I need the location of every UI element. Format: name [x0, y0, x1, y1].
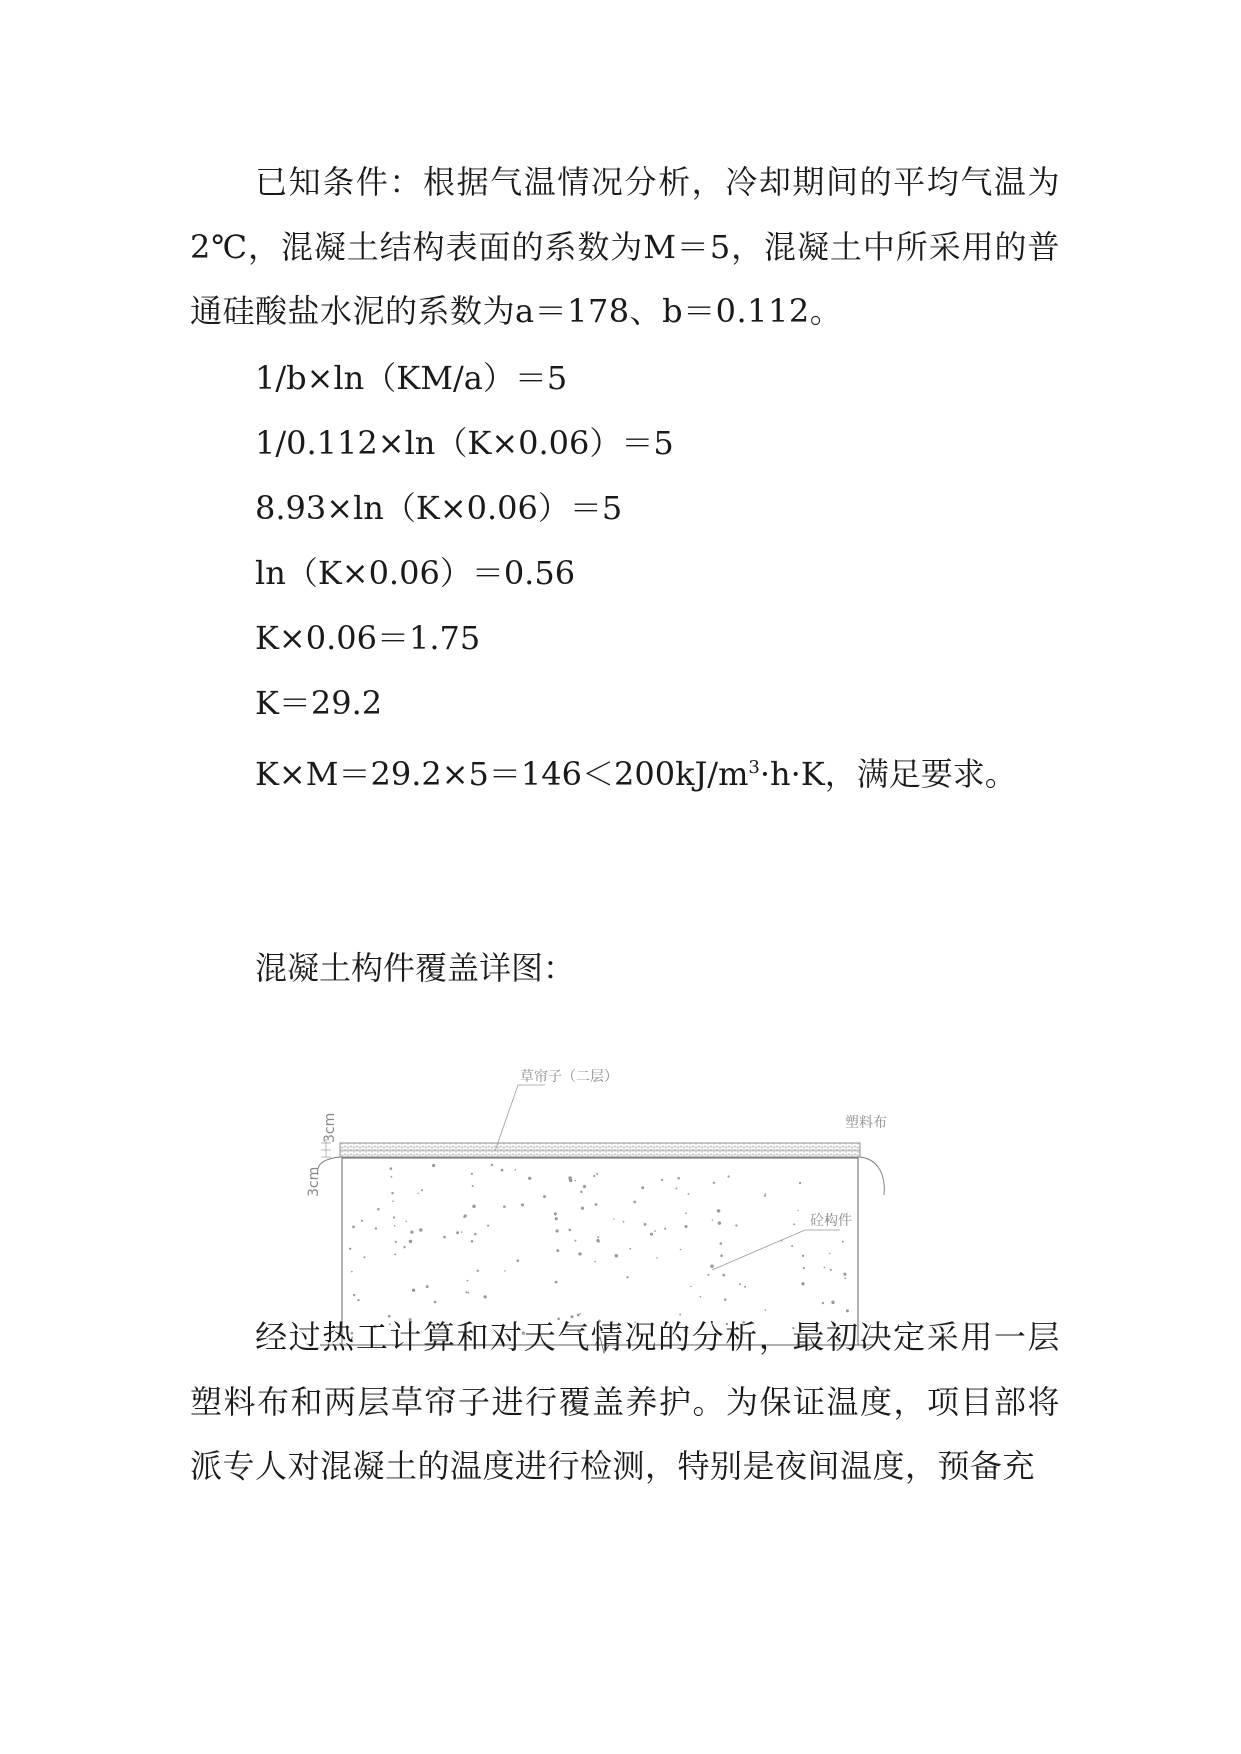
aggregate-dot — [568, 1176, 572, 1180]
aggregate-dot — [395, 1241, 397, 1243]
aggregate-dot — [700, 1296, 702, 1298]
equation-1: 1/b×ln（KM/a）＝5 — [255, 359, 568, 397]
aggregate-dot — [555, 1281, 558, 1284]
aggregate-dot — [434, 1301, 437, 1304]
plastic-sheet-right — [860, 1157, 884, 1195]
aggregate-dot — [677, 1177, 680, 1180]
aggregate-dot — [472, 1205, 475, 1208]
aggregate-dot — [718, 1221, 721, 1224]
aggregate-dot — [626, 1276, 628, 1278]
aggregate-dot — [799, 1182, 801, 1184]
aggregate-dot — [412, 1289, 415, 1292]
aggregate-dot — [764, 1195, 766, 1197]
aggregate-dot — [504, 1270, 506, 1272]
closing-text: 经过热工计算和对天气情况的分析，最初决定采用一层塑料布和两层草帘子进行覆盖养护。为保证温度，项目部将派专人对混凝土的温度进行检测，特别是夜间温度，预备充 — [190, 1318, 1060, 1485]
aggregate-dot — [349, 1248, 351, 1250]
equation-4: ln（K×0.06）＝0.56 — [255, 554, 576, 592]
aggregate-dot — [432, 1164, 435, 1167]
final-equation-main: K×M＝29.2×5＝146＜200kJ/m — [255, 755, 749, 793]
aggregate-dot — [739, 1283, 741, 1285]
aggregate-dot — [727, 1175, 729, 1177]
aggregate-dot — [593, 1175, 595, 1177]
aggregate-dot — [421, 1189, 423, 1191]
intro-text: 已知条件：根据气温情况分析，冷却期间的平均气温为2℃，混凝土结构表面的系数为M＝5，混凝土中所采用的普通硅酸盐水泥的系数为a＝178、b＝0.112。 — [190, 163, 1060, 330]
aggregate-dot — [484, 1295, 487, 1298]
aggregate-dot — [521, 1203, 524, 1206]
aggregate-dot — [708, 1274, 710, 1276]
aggregate-dot — [394, 1225, 396, 1227]
aggregate-dot — [829, 1253, 830, 1254]
aggregate-dot — [623, 1221, 625, 1223]
aggregate-dot — [613, 1218, 614, 1219]
aggregate-dot — [843, 1273, 846, 1276]
aggregate-dot — [574, 1180, 576, 1182]
aggregate-dot — [842, 1241, 844, 1243]
aggregate-dot — [574, 1240, 576, 1242]
aggregate-dot — [830, 1269, 832, 1271]
aggregate-dot — [765, 1193, 766, 1194]
aggregate-dot — [722, 1274, 725, 1277]
aggregate-dot — [597, 1240, 600, 1243]
equation-2: 1/0.112×ln（K×0.06）＝5 — [255, 424, 674, 462]
equation-3: 8.93×ln（K×0.06）＝5 — [255, 489, 623, 527]
aggregate-dot — [394, 1253, 396, 1255]
straw-leader — [495, 1085, 545, 1151]
aggregate-dot — [515, 1169, 517, 1171]
aggregate-dot — [664, 1228, 666, 1230]
aggregate-dot — [556, 1229, 559, 1232]
aggregate-dot — [633, 1201, 636, 1204]
aggregate-dot — [461, 1231, 462, 1232]
aggregate-dot — [465, 1291, 467, 1293]
aggregate-dot — [724, 1298, 727, 1301]
aggregate-dot — [472, 1185, 474, 1187]
aggregate-dot — [471, 1240, 474, 1243]
aggregate-dot — [403, 1246, 405, 1248]
aggregate-dot — [503, 1205, 506, 1208]
aggregate-dot — [361, 1220, 363, 1222]
aggregate-dot — [578, 1252, 581, 1255]
aggregate-dot — [501, 1169, 504, 1172]
aggregate-dot — [802, 1255, 804, 1257]
closing-paragraph — [190, 1305, 1060, 1499]
final-equation — [255, 748, 1017, 794]
aggregate-dot — [594, 1261, 596, 1263]
figure-caption: 混凝土构件覆盖详图： — [255, 949, 576, 987]
aggregate-dot — [487, 1225, 489, 1227]
aggregate-dot — [456, 1231, 459, 1234]
aggregate-dot — [688, 1193, 690, 1195]
concrete-label: 砼构件 — [810, 1213, 852, 1229]
aggregate-dot — [713, 1182, 715, 1184]
aggregate-dot — [351, 1271, 353, 1273]
intro-paragraph — [190, 150, 1060, 344]
aggregate-dot — [477, 1270, 479, 1272]
aggregate-dot — [581, 1207, 584, 1210]
equation-5: K×0.06＝1.75 — [255, 619, 481, 657]
aggregate-dot — [491, 1164, 493, 1166]
aggregate-dot — [656, 1257, 658, 1259]
aggregate-dot — [650, 1233, 653, 1236]
aggregate-dot — [390, 1167, 393, 1170]
aggregate-dot — [583, 1185, 586, 1188]
aggregate-dot — [596, 1173, 598, 1175]
aggregate-dot — [685, 1212, 687, 1214]
aggregate-dot — [528, 1177, 531, 1180]
aggregate-dot — [641, 1186, 644, 1189]
aggregate-dot — [410, 1230, 413, 1233]
aggregate-dot — [735, 1224, 737, 1226]
aggregate-dot — [797, 1210, 798, 1211]
aggregate-dot — [405, 1221, 407, 1223]
plastic-label: 塑料布 — [845, 1115, 887, 1131]
aggregate-dot — [409, 1240, 413, 1244]
aggregate-dot — [822, 1302, 824, 1304]
aggregate-dot — [615, 1254, 618, 1257]
aggregate-dot — [720, 1254, 723, 1257]
aggregate-dot — [353, 1294, 355, 1296]
aggregate-dot — [661, 1179, 663, 1181]
aggregate-dot — [471, 1173, 473, 1175]
aggregate-dot — [824, 1267, 826, 1269]
straw-label: 草帘子（二层） — [520, 1069, 618, 1085]
aggregate-dot — [391, 1192, 393, 1194]
aggregate-dot — [684, 1225, 687, 1228]
aggregate-dot — [654, 1230, 656, 1232]
aggregate-dot — [597, 1236, 599, 1238]
aggregate-dot — [357, 1299, 359, 1301]
equation-6: K＝29.2 — [255, 684, 383, 722]
aggregate-dot — [595, 1203, 598, 1206]
aggregate-dot — [844, 1277, 846, 1279]
dim-side-label: 3cm — [306, 1166, 322, 1197]
aggregate-dot — [680, 1249, 682, 1251]
aggregate-dot — [712, 1219, 713, 1220]
aggregate-dot — [644, 1223, 647, 1226]
aggregate-dot — [419, 1228, 422, 1231]
aggregate-dot — [392, 1200, 394, 1202]
final-equation-tail: ·h·K，满足要求。 — [759, 755, 1017, 793]
aggregate-dot — [710, 1264, 714, 1268]
aggregate-dot — [556, 1249, 559, 1252]
aggregate-dot — [791, 1245, 793, 1247]
aggregate-dot — [793, 1223, 795, 1225]
aggregate-dot — [391, 1176, 393, 1178]
aggregate-dot — [426, 1285, 429, 1288]
aggregate-dot — [629, 1248, 631, 1250]
aggregate-dot — [831, 1301, 834, 1304]
aggregate-dot — [690, 1286, 691, 1287]
aggregate-dot — [467, 1292, 469, 1294]
aggregate-dot — [474, 1233, 477, 1236]
aggregate-dot — [801, 1282, 804, 1285]
aggregate-dot — [393, 1216, 395, 1218]
final-equation-sup: 3 — [748, 757, 760, 778]
aggregate-dot — [803, 1267, 805, 1269]
aggregate-dot — [569, 1229, 572, 1232]
aggregate-dot — [467, 1280, 469, 1282]
aggregate-dot — [352, 1226, 355, 1229]
aggregate-dot — [675, 1187, 677, 1189]
aggregate-dot — [418, 1193, 419, 1194]
aggregate-dot — [375, 1227, 377, 1229]
aggregate-dot — [719, 1242, 722, 1245]
aggregate-dot — [580, 1191, 582, 1193]
aggregate-dot — [516, 1259, 519, 1262]
aggregate-dot — [377, 1208, 380, 1211]
aggregate-dot — [463, 1216, 465, 1218]
aggregate-dot — [744, 1286, 746, 1288]
dim-top-label: 3cm — [322, 1112, 338, 1143]
aggregate-dot — [555, 1217, 558, 1220]
aggregate-dot — [717, 1209, 721, 1213]
aggregate-dot — [543, 1195, 546, 1198]
aggregate-dot — [363, 1256, 365, 1258]
aggregate-dot — [554, 1212, 557, 1215]
aggregate-dot — [443, 1236, 446, 1239]
